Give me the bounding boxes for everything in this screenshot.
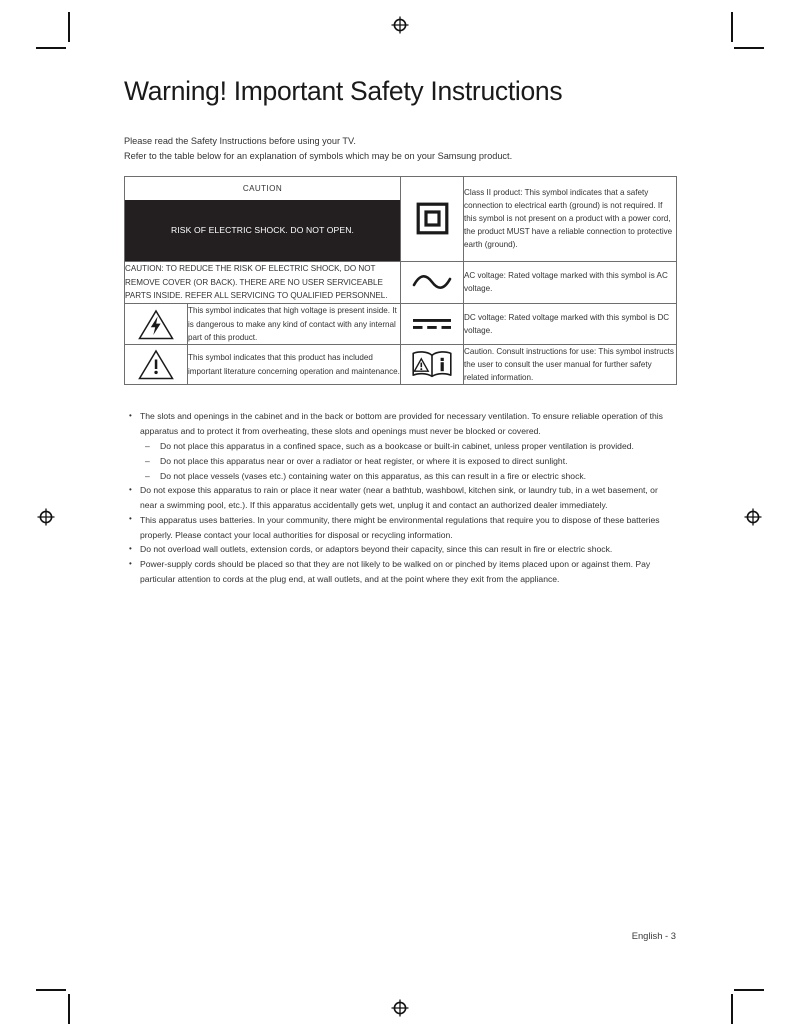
crop-mark-bottom-left-horizontal bbox=[36, 989, 66, 991]
intro-line-2: Refer to the table below for an explanation of symbols which may be on your Samsung product. bbox=[124, 150, 513, 161]
sine-wave-ac-icon bbox=[411, 274, 453, 291]
class-ii-description: Class II product: This symbol indicates that a safety connection to electrical earth (ground) is not required. If this symbol is not present on a product with a power cord, the product MUST have a reliable connection to protective earth (ground). bbox=[464, 176, 677, 261]
list-item: • This apparatus uses batteries. In your community, there might be environmental regulations that require you to dispose of these batteries properly. Please contact your local authorities for disposal or recycling information. bbox=[124, 513, 676, 543]
lightning-bolt-triangle-icon bbox=[137, 315, 175, 332]
table-row bbox=[125, 176, 677, 261]
exclamation-triangle-icon bbox=[137, 356, 175, 373]
intro-paragraph bbox=[124, 134, 676, 164]
caution-paragraph-cell: CAUTION: TO REDUCE THE RISK OF ELECTRIC SHOCK, DO NOT REMOVE COVER (OR BACK). THERE ARE NO USER SERVICEABLE PARTS INSIDE. REFER ALL SERVICING TO QUALIFIED PERSONNEL. bbox=[125, 261, 401, 304]
dc-voltage-icon bbox=[410, 315, 454, 332]
caution-header-cell bbox=[125, 176, 401, 261]
crop-mark-top-left-horizontal bbox=[36, 47, 66, 49]
crop-mark-top-right-vertical bbox=[731, 12, 733, 42]
consult-manual-description: Caution. Consult instructions for use: This symbol instructs the user to consult the user manual for further safety related information. bbox=[464, 344, 677, 385]
list-item: • Do not expose this apparatus to rain or place it near water (near a bathtub, washbowl, kitchen sink, or laundry tub, in a wet basement, or near a swimming pool, etc.). If this apparatus accidentally gets wet, unplug it and contact an authorized dealer immediately. bbox=[124, 483, 676, 513]
dc-icon-cell bbox=[401, 304, 464, 345]
literature-description: This symbol indicates that this product has included important literature concerning operation and maintenance. bbox=[188, 344, 401, 385]
list-item-text: The slots and openings in the cabinet and in the back or bottom are provided for necessary ventilation. To ensure reliable operation of this apparatus and to protect it from overheating, these slots and openings must never be blocked or covered. bbox=[140, 411, 663, 437]
registration-target-icon-bottom bbox=[391, 999, 409, 1017]
list-item: – Do not place vessels (vases etc.) containing water on this apparatus, as this can result in a fire or electric shock. bbox=[142, 469, 676, 484]
consult-manual-icon-cell bbox=[401, 344, 464, 385]
registration-target-icon-left bbox=[37, 508, 55, 526]
registration-target-icon-top bbox=[391, 16, 409, 34]
dc-voltage-description: DC voltage: Rated voltage marked with this symbol is DC voltage. bbox=[464, 304, 677, 345]
crop-mark-bottom-right-horizontal bbox=[734, 989, 764, 991]
list-item bbox=[124, 409, 676, 483]
crop-mark-top-left-vertical bbox=[68, 12, 70, 42]
risk-of-shock-band: RISK OF ELECTRIC SHOCK. DO NOT OPEN. bbox=[125, 200, 400, 261]
page-title: Warning! Important Safety Instructions bbox=[124, 76, 563, 106]
crop-mark-bottom-left-vertical bbox=[68, 994, 70, 1024]
list-item: – Do not place this apparatus in a confined space, such as a bookcase or built-in cabinet, unless proper ventilation is provided. bbox=[142, 439, 676, 454]
ac-icon-cell bbox=[401, 261, 464, 304]
safety-instructions-list bbox=[124, 409, 676, 586]
table-row bbox=[125, 304, 677, 345]
safety-sub-list bbox=[140, 439, 676, 483]
list-item: • Power-supply cords should be placed so that they are not likely to be walked on or pinched by items placed upon or against them. Pay particular attention to cords at the plug end, at wall outlets, and at the point where they exit from the appliance. bbox=[124, 557, 676, 587]
high-voltage-icon-cell bbox=[125, 304, 188, 345]
double-square-class-ii-icon bbox=[416, 210, 449, 227]
list-item: – Do not place this apparatus near or over a radiator or heat register, or where it is exposed to direct sunlight. bbox=[142, 454, 676, 469]
crop-mark-bottom-right-vertical bbox=[731, 994, 733, 1024]
high-voltage-description: This symbol indicates that high voltage is present inside. It is dangerous to make any kind of contact with any internal part of this product. bbox=[188, 304, 401, 345]
class-ii-icon-cell bbox=[401, 176, 464, 261]
ac-voltage-description: AC voltage: Rated voltage marked with this symbol is AC voltage. bbox=[464, 261, 677, 304]
exclamation-icon-cell bbox=[125, 344, 188, 385]
page-content bbox=[124, 76, 676, 587]
open-book-consult-manual-icon bbox=[410, 356, 454, 373]
caution-header-label: CAUTION bbox=[242, 183, 283, 193]
registration-target-icon-right bbox=[744, 508, 762, 526]
table-row bbox=[125, 261, 677, 304]
symbol-explanation-table bbox=[124, 176, 677, 386]
list-item: • Do not overload wall outlets, extension cords, or adaptors beyond their capacity, since this can result in fire or electric shock. bbox=[124, 542, 676, 557]
intro-line-1: Please read the Safety Instructions before using your TV. bbox=[124, 135, 356, 146]
crop-mark-top-right-horizontal bbox=[734, 47, 764, 49]
table-row bbox=[125, 344, 677, 385]
page-footer: English - 3 bbox=[631, 930, 676, 941]
